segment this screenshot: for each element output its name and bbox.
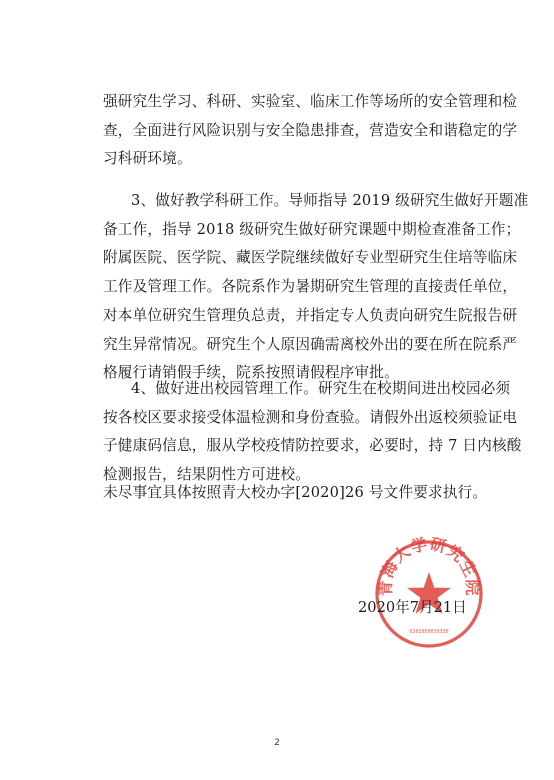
official-seal-stamp <box>369 532 489 652</box>
text-line: 3、做好教学科研工作。导师指导 2019 级研究生做好开题准 <box>131 192 529 209</box>
text-line: 备工作，指导 2018 级研究生做好研究课题中期检查准备工作； <box>103 220 521 238</box>
text-line: 查，全面进行风险识别与安全隐患排查，营造安全和谐稳定的学 <box>103 121 518 139</box>
text-line: 强研究生学习、科研、实验室、临床工作等场所的安全管理和检 <box>103 93 518 110</box>
text-line: 工作及管理工作。各院系作为暑期研究生管理的直接责任单位， <box>103 278 518 296</box>
paragraph-teaching-research <box>103 187 529 388</box>
page-number: 2 <box>274 738 280 748</box>
paragraph-closing <box>103 479 488 508</box>
issue-date: 2020年7月21日 <box>358 599 467 616</box>
text-line: 究生异常情况。研究生个人原因确需离校外出的要在所在院系严 <box>103 335 518 353</box>
text-line: 格履行请销假手续，院系按照请假程序审批。 <box>103 364 399 382</box>
text-line: 4、做好进出校园管理工作。研究生在校期间进出校园必须 <box>131 380 511 397</box>
text-line: 对本单位研究生管理负总责，并指定专人负责向研究生院报告研 <box>103 306 518 324</box>
paragraph-safety-continued <box>103 88 518 174</box>
svg-text:青海大学研究生院: 青海大学研究生院 <box>375 534 483 597</box>
text-line: 检测报告，结果阴性方可进校。 <box>103 466 311 484</box>
text-line: 未尽事宜具体按照青大校办字[2020]26 号文件要求执行。 <box>103 484 488 501</box>
text-line: 子健康码信息，服从学校疫情防控要求，必要时，持 7 日内核酸 <box>103 437 522 455</box>
paragraph-campus-access <box>103 375 522 490</box>
svg-text:6301050039330: 6301050039330 <box>409 629 449 635</box>
text-line: 附属医院、医学院、藏医学院继续做好专业型研究生住培等临床 <box>103 249 518 267</box>
text-line: 习科研环境。 <box>103 150 192 168</box>
text-line: 按各校区要求接受体温检测和身份查验。请假外出返校须验证电 <box>103 408 518 426</box>
